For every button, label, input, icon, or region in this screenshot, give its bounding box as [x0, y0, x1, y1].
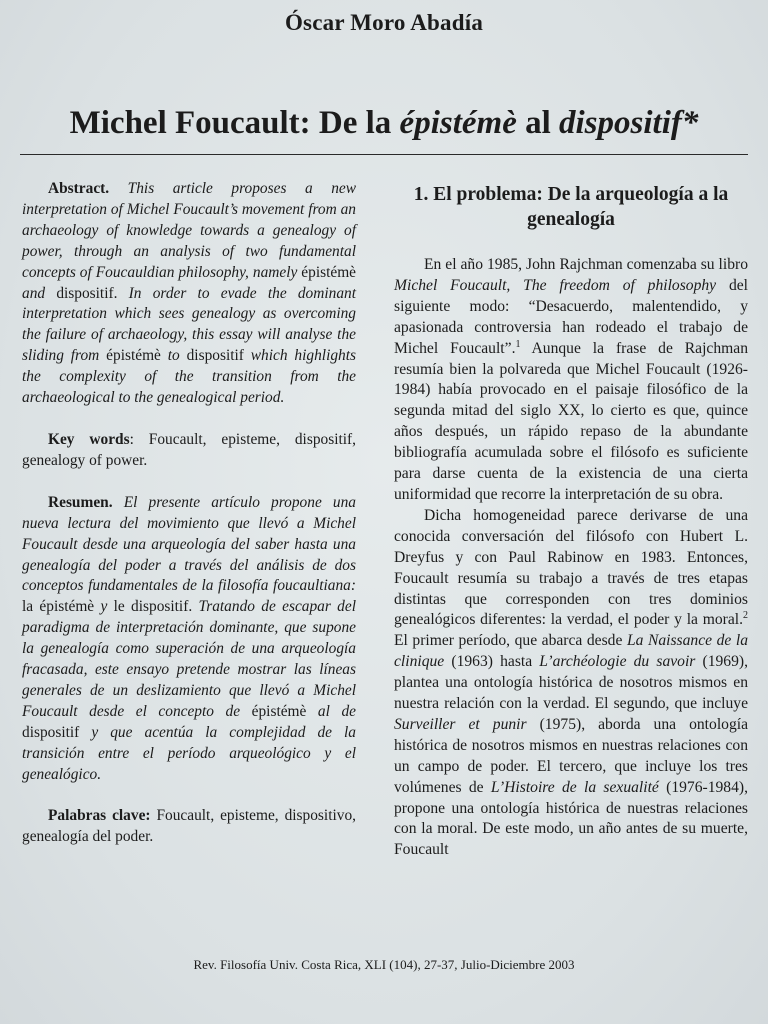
- palabras-clave-paragraph: Palabras clave: Foucault, episteme, dispositivo, genealogía del poder.: [22, 807, 356, 846]
- keywords-paragraph: Key words: Foucault, episteme, dispositif, genealogy of power.: [22, 430, 357, 469]
- footnote-ref-2[interactable]: 2: [743, 610, 748, 622]
- abstract-paragraph: Abstract. This article proposes a new interpretation of Michel Foucault’s movement from an archaeology of knowledge towards a genealogy of power, through an analysis of two fundamental concepts of Foucauldian philosophy, namely épistémè and dispositif. In order to evade the dominant interpretation which sees genealogy as overcoming the failure of archaeology, this essay will analyse the sliding from épistémè to dispositif which highlights the complexity of the transition from the archaeological to the genealogical period.: [22, 180, 357, 407]
- title-text: Michel Foucault: De la: [69, 105, 400, 141]
- abstract-label: Abstract.: [48, 180, 110, 197]
- resumen-label: Resumen.: [48, 493, 113, 511]
- keywords-label: Key words: [48, 430, 130, 448]
- body-paragraph-1: En el año 1985, John Rajchman comenzaba su libro Michel Foucault, The freedom of philosophy del siguiente modo: “Desacuerdo, malentendido, y apasionada controversia han rodeado el trabajo de Michel Foucault”.$^1$ Aunque la frase de Rajchman resumía bien la polvareda que Michel Foucault (1926-1984) había provocado en el paisaje filosófico de la segunda mitad del siglo XX, lo cierto es que, quince años después, un rápido repaso de la abundante bibliografía acumulada sobre el filósofo es suficiente para darse cuenta de la existencia de una cierta uniformidad que recorre la interpretación de su obra.: [394, 256, 748, 503]
- palabras-clave-label: Palabras clave:: [48, 807, 151, 825]
- title-dispositif: dispositif: [559, 105, 682, 141]
- article-title: [0, 105, 768, 142]
- title-text-al: al: [516, 105, 560, 141]
- footnote-ref-1[interactable]: 1: [515, 338, 521, 350]
- resumen-paragraph: Resumen. El presente artículo propone una nueva lectura del movimiento que llevó a Michel Foucault desde una arqueología del saber hasta una genealogía del poder a través del análisis de dos conceptos fundamentales de la filosofía foucaultiana: la épistémè y le dispositif. Tratando de escapar del paradigma de interpretación dominante, que supone la genealogía como superación de una arqueología fracasada, este ensayo pretende mostrar las líneas generales de un deslizamiento que llevó a Michel Foucault desde el concepto de épistémè al de dispositif y que acentúa la complejidad de la transición entre el período arqueológico y el genealógico.: [22, 493, 356, 783]
- body-column: [394, 182, 748, 861]
- author-name: Óscar Moro Abadía: [284, 10, 484, 35]
- abstract-column: [22, 179, 356, 848]
- title-rule: [20, 154, 748, 155]
- section-heading: 1. El problema: De la arqueología a la genealogía: [413, 184, 729, 230]
- title-footnote-mark: *: [681, 105, 699, 141]
- journal-footer: Rev. Filosofía Univ. Costa Rica, XLI (104), 27-37, Julio-Diciembre 2003: [193, 957, 575, 972]
- body-paragraph-2: Dicha homogeneidad parece derivarse de una conocida conversación del filósofo con Hubert L. Dreyfus y con Paul Rabinow en 1983. Entonces, Foucault resumía su trabajo a través de tres etapas distintas que corresponden con tres dominios genealógicos diferentes: la verdad, el poder y la moral.$^2$ El primer período, que abarca desde La Naissance de la clinique (1963) hasta L’archéologie du savoir (1969), plantea una ontología histórica de nosotros mismos en nuestra relación con la verdad. El segundo, que incluye Surveiller et punir (1975), aborda una ontología histórica de nosotros mismos en nuestras relaciones con un campo de poder. El tercero, que incluye los tres volúmenes de L’Histoire de la sexualité (1976-1984), propone una ontología histórica de nuestras relaciones con la moral. De este modo, un año antes de su muerte, Foucault: [394, 506, 748, 859]
- title-episteme: épistémè: [399, 105, 517, 141]
